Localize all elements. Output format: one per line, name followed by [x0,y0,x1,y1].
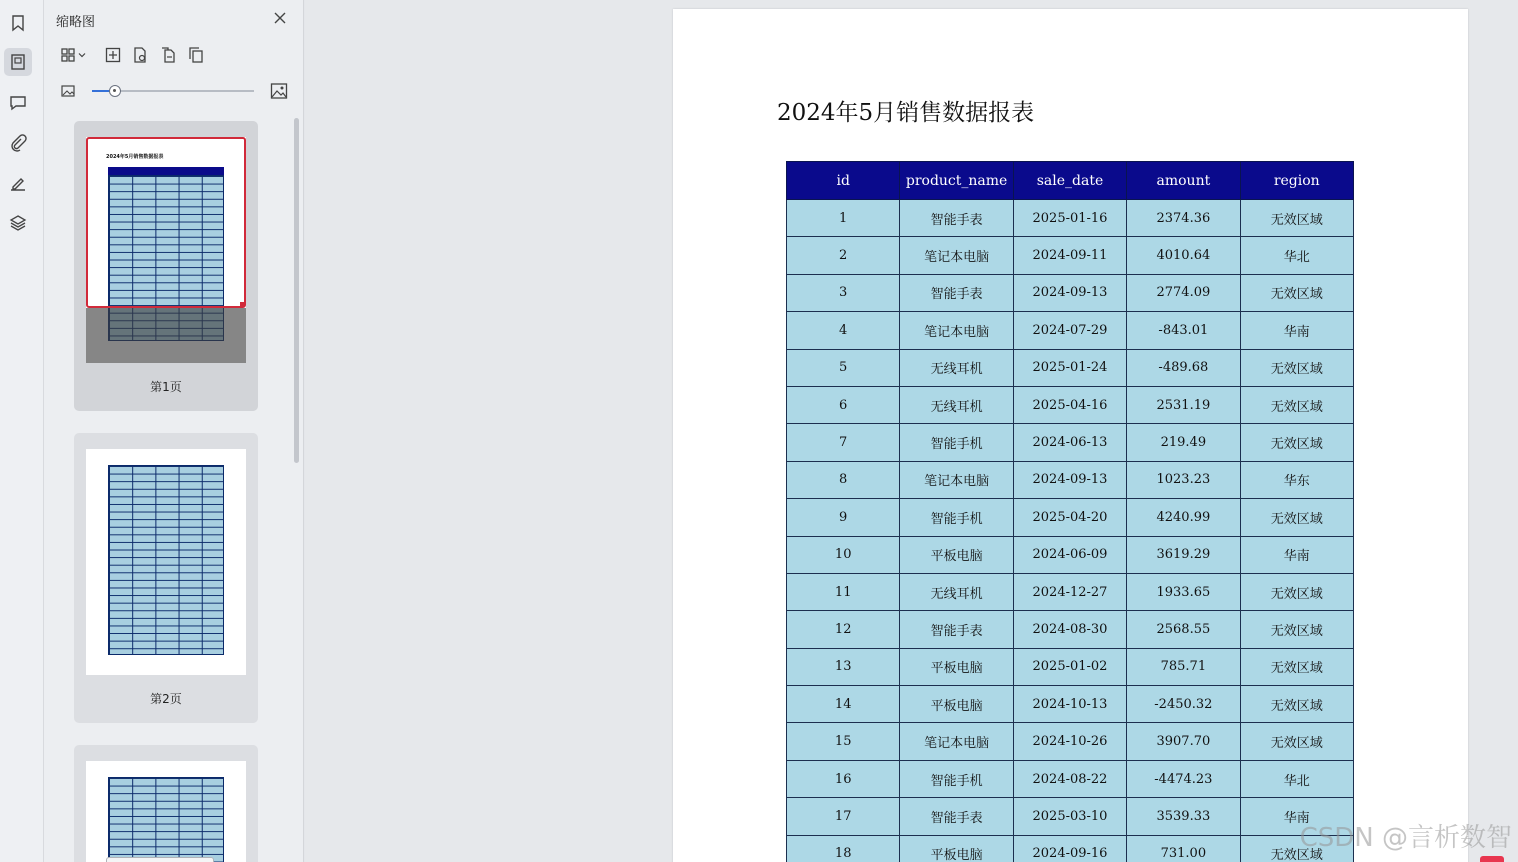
table-cell: 3 [787,274,900,311]
table-row [787,312,1354,349]
table-cell: 3619.29 [1127,536,1240,573]
panel-scrollbar[interactable] [294,118,299,463]
table-cell: 4 [787,312,900,349]
table-row [787,349,1354,386]
table-cell: 18 [787,835,900,862]
viewport-shade [86,308,246,363]
thumbnail-page-3 [86,761,246,862]
watermark-text: CSDN @言析数智 [1299,823,1512,853]
table-row [787,536,1354,573]
table-cell: 2025-03-10 [1013,798,1126,835]
table-cell: 2774.09 [1127,274,1240,311]
table-cell: 9 [787,499,900,536]
table-cell: 智能手表 [900,274,1013,311]
visible-area-resize-handle[interactable] [240,302,245,307]
table-cell: 2374.36 [1127,200,1240,237]
table-cell: 785.71 [1127,648,1240,685]
table-cell: 2024-07-29 [1013,312,1126,349]
table-cell: 2024-09-13 [1013,461,1126,498]
table-cell: 8 [787,461,900,498]
grid-view-dropdown[interactable] [60,46,86,64]
table-cell: 华南 [1240,536,1353,573]
thumbnail-panel [44,0,304,862]
thumbnail-card-page-2[interactable] [74,433,258,723]
table-cell: 平板电脑 [900,835,1013,862]
table-cell: 2024-12-27 [1013,573,1126,610]
table-cell: 731.00 [1127,835,1240,862]
document-view[interactable] [305,0,1518,862]
signature-icon[interactable] [4,169,32,197]
table-row [787,686,1354,723]
table-cell: 无效区域 [1240,835,1353,862]
table-cell: 无效区域 [1240,274,1353,311]
table-row [787,573,1354,610]
table-cell: 12 [787,611,900,648]
comment-icon[interactable] [4,89,32,117]
table-row [787,200,1354,237]
notification-badge [1480,856,1504,862]
left-icon-rail [0,0,44,862]
table-cell: 笔记本电脑 [900,312,1013,349]
table-cell: 无效区域 [1240,386,1353,423]
table-cell: 华南 [1240,312,1353,349]
table-cell: 10 [787,536,900,573]
table-cell: 2025-01-24 [1013,349,1126,386]
thumbnail-icon[interactable] [4,48,32,76]
table-cell: 无效区域 [1240,499,1353,536]
table-cell: 4240.99 [1127,499,1240,536]
table-cell: 2024-10-26 [1013,723,1126,760]
table-cell: -843.01 [1127,312,1240,349]
attachment-icon[interactable] [4,129,32,157]
table-cell: 无线耳机 [900,386,1013,423]
table-cell: 3539.33 [1127,798,1240,835]
table-cell: 2 [787,237,900,274]
table-cell: 智能手机 [900,499,1013,536]
table-cell: 2024-09-16 [1013,835,1126,862]
table-cell: 无效区域 [1240,723,1353,760]
thumbnail-zoom-row [44,82,304,100]
horizontal-scrollbar[interactable] [106,857,214,862]
table-row [787,424,1354,461]
table-cell: 2025-04-20 [1013,499,1126,536]
table-cell: 1 [787,200,900,237]
table-cell: 笔记本电脑 [900,461,1013,498]
bookmark-icon[interactable] [4,9,32,37]
table-cell: 华北 [1240,760,1353,797]
table-cell: 无效区域 [1240,349,1353,386]
panel-title: 缩略图 [56,15,96,30]
table-row [787,461,1354,498]
table-cell: 2024-09-11 [1013,237,1126,274]
table-cell: 智能手表 [900,611,1013,648]
table-cell: 11 [787,573,900,610]
table-cell: 华北 [1240,237,1353,274]
table-cell: 1933.65 [1127,573,1240,610]
table-cell: 智能手机 [900,760,1013,797]
mini-page-title: 2024年5月销售数据报表 [106,154,164,160]
table-cell: 2531.19 [1127,386,1240,423]
table-row [787,760,1354,797]
table-cell: 平板电脑 [900,536,1013,573]
extract-page-icon[interactable] [159,46,177,64]
close-icon[interactable] [272,10,288,26]
table-cell: 笔记本电脑 [900,723,1013,760]
thumbnail-label: 第1页 [150,380,182,394]
table-row [787,499,1354,536]
table-cell: 2024-08-22 [1013,760,1126,797]
table-cell: 4010.64 [1127,237,1240,274]
table-cell: -2450.32 [1127,686,1240,723]
table-cell: -489.68 [1127,349,1240,386]
table-cell: 无效区域 [1240,648,1353,685]
table-cell: 平板电脑 [900,648,1013,685]
large-image-icon[interactable] [270,82,288,104]
table-cell: 2025-04-16 [1013,386,1126,423]
table-cell: 无线耳机 [900,573,1013,610]
layers-icon[interactable] [4,209,32,237]
column-header: id [787,162,900,200]
table-cell: 2024-08-30 [1013,611,1126,648]
sales-table [786,161,1354,862]
table-cell: 无效区域 [1240,686,1353,723]
table-cell: 无效区域 [1240,424,1353,461]
table-cell: 17 [787,798,900,835]
table-cell: 219.49 [1127,424,1240,461]
table-row [787,237,1354,274]
table-cell: 1023.23 [1127,461,1240,498]
table-cell: 15 [787,723,900,760]
copy-page-icon[interactable] [187,46,205,64]
table-cell: 智能手表 [900,200,1013,237]
table-cell: 无效区域 [1240,573,1353,610]
table-row [787,611,1354,648]
table-cell: 无线耳机 [900,349,1013,386]
table-cell: 华南 [1240,798,1353,835]
column-header: sale_date [1013,162,1126,200]
table-row [787,723,1354,760]
table-cell: 2024-09-13 [1013,274,1126,311]
table-header-row [787,162,1354,200]
zoom-slider-handle[interactable] [109,85,121,97]
table-cell: 7 [787,424,900,461]
table-cell: 2024-10-13 [1013,686,1126,723]
page-settings-icon[interactable] [131,46,149,64]
table-row [787,648,1354,685]
thumbnail-card-page-1[interactable] [74,121,258,411]
thumbnail-label: 第2页 [150,692,182,706]
table-cell: 6 [787,386,900,423]
column-header: region [1240,162,1353,200]
visible-area-frame[interactable] [86,137,246,308]
table-cell: 无效区域 [1240,611,1353,648]
small-image-icon[interactable] [60,83,76,103]
table-cell: 13 [787,648,900,685]
table-cell: 笔记本电脑 [900,237,1013,274]
table-row [787,274,1354,311]
table-cell: -4474.23 [1127,760,1240,797]
table-cell: 16 [787,760,900,797]
table-cell: 智能手表 [900,798,1013,835]
table-row [787,798,1354,835]
table-cell: 5 [787,349,900,386]
table-cell: 3907.70 [1127,723,1240,760]
insert-page-icon[interactable] [104,46,122,64]
table-cell: 2024-06-13 [1013,424,1126,461]
table-cell: 2024-06-09 [1013,536,1126,573]
thumbnail-card-page-3[interactable] [74,745,258,862]
table-cell: 平板电脑 [900,686,1013,723]
table-cell: 2025-01-02 [1013,648,1126,685]
table-cell: 无效区域 [1240,200,1353,237]
zoom-slider[interactable] [92,90,254,92]
page-title: 2024年5月销售数据报表 [777,100,1035,126]
mini-table [108,465,224,655]
document-page [673,9,1468,862]
table-row [787,835,1354,862]
table-cell: 2025-01-16 [1013,200,1126,237]
table-row [787,386,1354,423]
column-header: amount [1127,162,1240,200]
table-cell: 2568.55 [1127,611,1240,648]
table-cell: 华东 [1240,461,1353,498]
mini-table [108,777,224,862]
table-cell: 14 [787,686,900,723]
thumbnail-page-2 [86,449,246,675]
table-cell: 智能手机 [900,424,1013,461]
column-header: product_name [900,162,1013,200]
chevron-down-icon [78,51,86,59]
